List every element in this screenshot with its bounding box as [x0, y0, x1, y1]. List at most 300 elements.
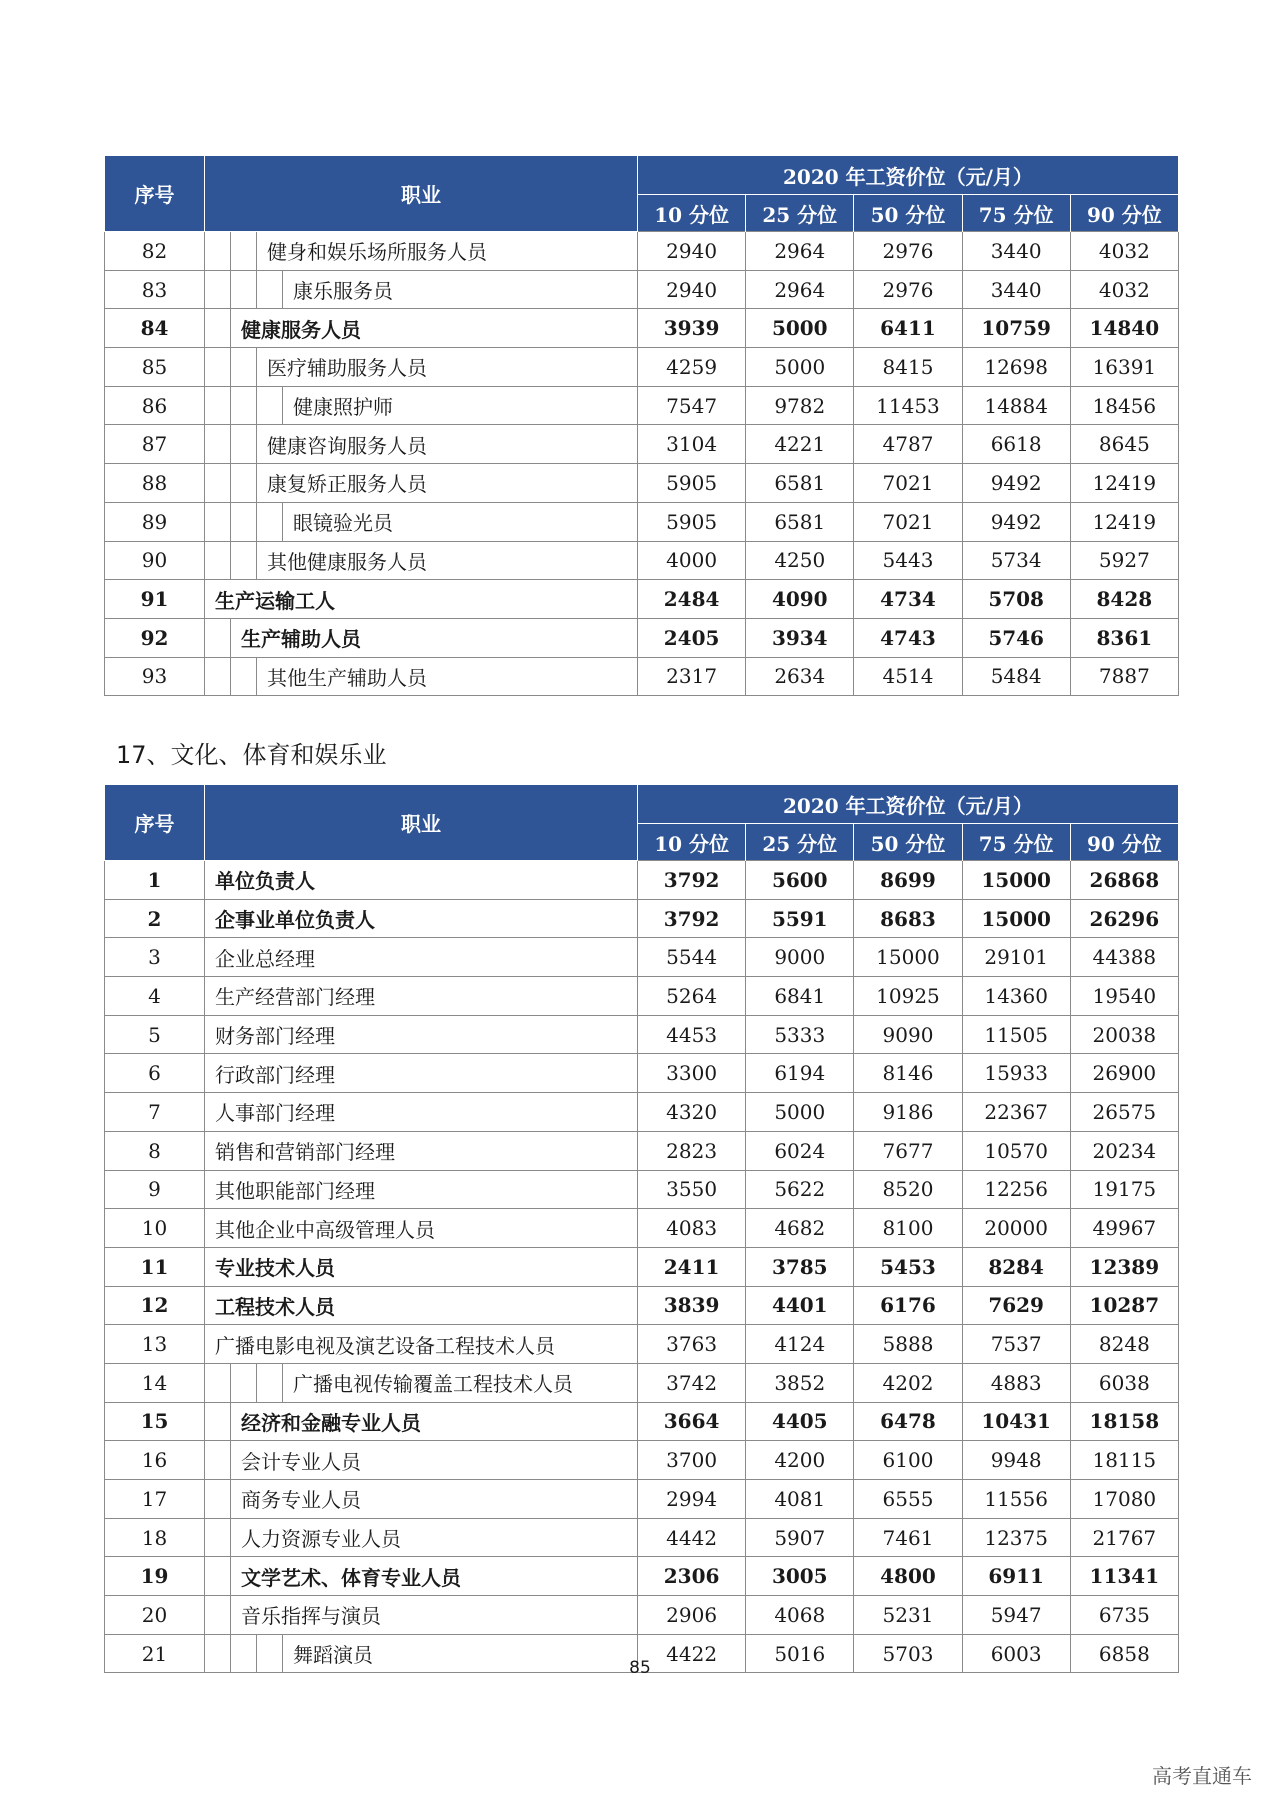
- row-value-p50: 4800: [854, 1557, 962, 1596]
- indent-divider: [231, 387, 257, 425]
- row-value-p90: 20234: [1070, 1131, 1178, 1170]
- row-value-p10: 3763: [638, 1325, 746, 1364]
- row-seq: 20: [105, 1596, 205, 1635]
- row-value-p50: 4734: [854, 580, 962, 619]
- table-row: [105, 348, 1179, 387]
- row-value-p10: 4083: [638, 1209, 746, 1248]
- row-value-p25: 4124: [746, 1325, 854, 1364]
- indent-divider: [231, 503, 257, 541]
- row-value-p90: 20038: [1070, 1015, 1178, 1054]
- header-group: 2020 年工资价位（元/月）: [638, 156, 1179, 195]
- row-value-p90: 19175: [1070, 1170, 1178, 1209]
- row-value-p90: 18456: [1070, 386, 1178, 425]
- row-value-p50: 7461: [854, 1518, 962, 1557]
- table-row: [105, 1247, 1179, 1286]
- row-occupation: 生产运输工人: [215, 588, 335, 613]
- row-value-p25: 3934: [746, 618, 854, 657]
- row-value-p10: 4442: [638, 1518, 746, 1557]
- row-seq: 90: [105, 541, 205, 580]
- row-value-p75: 9948: [962, 1441, 1070, 1480]
- row-value-p50: 6555: [854, 1480, 962, 1519]
- row-occupation: 单位负责人: [215, 869, 315, 894]
- row-value-p25: 9782: [746, 386, 854, 425]
- row-value-p50: 8415: [854, 348, 962, 387]
- row-occupation: 健康服务人员: [241, 317, 361, 342]
- row-value-p10: 2411: [638, 1247, 746, 1286]
- row-value-p90: 8645: [1070, 425, 1178, 464]
- row-occupation-cell: [205, 580, 638, 619]
- row-value-p10: 4000: [638, 541, 746, 580]
- row-value-p10: 2940: [638, 270, 746, 309]
- row-seq: 19: [105, 1557, 205, 1596]
- table-row: [105, 1518, 1179, 1557]
- row-occupation: 经济和金融专业人员: [241, 1410, 421, 1435]
- row-value-p10: 4422: [638, 1634, 746, 1673]
- table-row: [105, 657, 1179, 696]
- row-value-p25: 6841: [746, 977, 854, 1016]
- table-row: [105, 541, 1179, 580]
- row-value-p75: 10759: [962, 309, 1070, 348]
- row-value-p25: 5000: [746, 1093, 854, 1132]
- row-seq: 14: [105, 1363, 205, 1402]
- row-value-p90: 4032: [1070, 270, 1178, 309]
- indent-divider: [257, 387, 283, 425]
- row-occupation-cell: [205, 232, 638, 271]
- table-row: [105, 502, 1179, 541]
- row-occupation-cell: [205, 1402, 638, 1441]
- row-occupation-cell: [205, 1170, 638, 1209]
- row-value-p10: 2823: [638, 1131, 746, 1170]
- row-value-p50: 9090: [854, 1015, 962, 1054]
- row-occupation: 企业总经理: [215, 946, 315, 971]
- row-seq: 13: [105, 1325, 205, 1364]
- row-value-p50: 6411: [854, 309, 962, 348]
- row-seq: 1: [105, 861, 205, 900]
- row-value-p50: 5453: [854, 1247, 962, 1286]
- row-value-p50: 4514: [854, 657, 962, 696]
- row-value-p75: 5734: [962, 541, 1070, 580]
- row-value-p10: 5264: [638, 977, 746, 1016]
- header-p50: 50 分位: [854, 195, 962, 232]
- row-seq: 9: [105, 1170, 205, 1209]
- row-value-p25: 4250: [746, 541, 854, 580]
- table-row: [105, 1286, 1179, 1325]
- row-value-p75: 7629: [962, 1286, 1070, 1325]
- row-value-p10: 3792: [638, 899, 746, 938]
- row-occupation: 人事部门经理: [215, 1101, 335, 1126]
- indent-divider: [205, 503, 231, 541]
- row-occupation: 工程技术人员: [215, 1294, 335, 1319]
- row-value-p10: 3550: [638, 1170, 746, 1209]
- indent-divider: [205, 271, 231, 309]
- row-occupation: 健康咨询服务人员: [267, 433, 427, 458]
- row-occupation: 销售和营销部门经理: [215, 1140, 395, 1165]
- row-value-p50: 5443: [854, 541, 962, 580]
- row-occupation: 广播电视传输覆盖工程技术人员: [293, 1372, 573, 1397]
- table-row: [105, 1402, 1179, 1441]
- row-occupation-cell: [205, 1209, 638, 1248]
- table-row: [105, 938, 1179, 977]
- table-row: [105, 618, 1179, 657]
- indent-divider: [231, 425, 257, 463]
- row-seq: 2: [105, 899, 205, 938]
- table-body: [105, 232, 1179, 696]
- table-row: [105, 425, 1179, 464]
- header-occupation: 职业: [205, 156, 638, 232]
- row-value-p25: 4081: [746, 1480, 854, 1519]
- row-value-p25: 5000: [746, 309, 854, 348]
- row-value-p25: 4682: [746, 1209, 854, 1248]
- row-value-p25: 4405: [746, 1402, 854, 1441]
- row-value-p90: 11341: [1070, 1557, 1178, 1596]
- row-occupation: 广播电影电视及演艺设备工程技术人员: [215, 1333, 555, 1358]
- row-value-p90: 26900: [1070, 1054, 1178, 1093]
- indent-divider: [257, 271, 283, 309]
- row-occupation-cell: [205, 1015, 638, 1054]
- row-occupation-cell: [205, 1596, 638, 1635]
- row-value-p10: 5905: [638, 464, 746, 503]
- indent-divider: [205, 1557, 231, 1595]
- row-occupation-cell: [205, 348, 638, 387]
- row-value-p50: 6176: [854, 1286, 962, 1325]
- indent-divider: [205, 309, 231, 347]
- row-seq: 3: [105, 938, 205, 977]
- indent-divider: [231, 348, 257, 386]
- row-value-p25: 3005: [746, 1557, 854, 1596]
- row-value-p25: 2964: [746, 232, 854, 271]
- row-occupation: 康乐服务员: [293, 279, 393, 304]
- indent-divider: [205, 425, 231, 463]
- row-value-p75: 14360: [962, 977, 1070, 1016]
- header-p90: 90 分位: [1070, 195, 1178, 232]
- row-seq: 7: [105, 1093, 205, 1132]
- row-value-p50: 4202: [854, 1363, 962, 1402]
- table-row: [105, 1131, 1179, 1170]
- header-p90: 90 分位: [1070, 824, 1178, 861]
- row-value-p75: 10431: [962, 1402, 1070, 1441]
- row-value-p75: 4883: [962, 1363, 1070, 1402]
- row-seq: 5: [105, 1015, 205, 1054]
- row-value-p10: 2906: [638, 1596, 746, 1635]
- row-value-p90: 10287: [1070, 1286, 1178, 1325]
- wage-table-1: [104, 155, 1179, 696]
- row-value-p90: 12419: [1070, 464, 1178, 503]
- row-occupation-cell: [205, 1480, 638, 1519]
- row-value-p10: 2306: [638, 1557, 746, 1596]
- header-p25: 25 分位: [746, 824, 854, 861]
- row-occupation: 其他生产辅助人员: [267, 665, 427, 690]
- row-value-p10: 3792: [638, 861, 746, 900]
- row-seq: 12: [105, 1286, 205, 1325]
- row-value-p25: 3852: [746, 1363, 854, 1402]
- row-seq: 21: [105, 1634, 205, 1673]
- row-value-p10: 3839: [638, 1286, 746, 1325]
- row-value-p25: 4090: [746, 580, 854, 619]
- row-value-p25: 9000: [746, 938, 854, 977]
- table-row: [105, 1170, 1179, 1209]
- row-value-p10: 7547: [638, 386, 746, 425]
- row-value-p50: 8100: [854, 1209, 962, 1248]
- row-value-p25: 5600: [746, 861, 854, 900]
- row-value-p75: 15000: [962, 861, 1070, 900]
- row-value-p50: 11453: [854, 386, 962, 425]
- header-p75: 75 分位: [962, 195, 1070, 232]
- row-value-p25: 6194: [746, 1054, 854, 1093]
- row-value-p90: 6038: [1070, 1363, 1178, 1402]
- row-value-p75: 15933: [962, 1054, 1070, 1093]
- row-occupation: 舞蹈演员: [293, 1643, 373, 1668]
- row-value-p10: 3664: [638, 1402, 746, 1441]
- row-value-p50: 8683: [854, 899, 962, 938]
- row-value-p90: 21767: [1070, 1518, 1178, 1557]
- row-occupation-cell: [205, 1363, 638, 1402]
- row-value-p50: 8146: [854, 1054, 962, 1093]
- header-group: 2020 年工资价位（元/月）: [638, 785, 1179, 824]
- header-p25: 25 分位: [746, 195, 854, 232]
- row-value-p75: 5746: [962, 618, 1070, 657]
- header-seq: 序号: [105, 785, 205, 861]
- row-occupation: 康复矫正服务人员: [267, 472, 427, 497]
- indent-divider: [231, 271, 257, 309]
- row-value-p50: 2976: [854, 270, 962, 309]
- row-value-p90: 17080: [1070, 1480, 1178, 1519]
- row-occupation-cell: [205, 977, 638, 1016]
- indent-divider: [205, 1403, 231, 1441]
- row-occupation: 企事业单位负责人: [215, 908, 375, 933]
- row-occupation-cell: [205, 861, 638, 900]
- row-value-p50: 5231: [854, 1596, 962, 1635]
- row-seq: 84: [105, 309, 205, 348]
- row-value-p90: 12419: [1070, 502, 1178, 541]
- row-value-p50: 8520: [854, 1170, 962, 1209]
- row-seq: 16: [105, 1441, 205, 1480]
- table-row: [105, 1054, 1179, 1093]
- row-value-p50: 8699: [854, 861, 962, 900]
- row-occupation-cell: [205, 309, 638, 348]
- table-body: [105, 861, 1179, 1673]
- row-value-p25: 4068: [746, 1596, 854, 1635]
- row-seq: 93: [105, 657, 205, 696]
- row-value-p25: 4221: [746, 425, 854, 464]
- table-row: [105, 464, 1179, 503]
- row-value-p90: 49967: [1070, 1209, 1178, 1248]
- row-value-p90: 12389: [1070, 1247, 1178, 1286]
- row-value-p25: 2964: [746, 270, 854, 309]
- table-row: [105, 1441, 1179, 1480]
- row-occupation-cell: [205, 1441, 638, 1480]
- row-occupation: 其他职能部门经理: [215, 1178, 375, 1203]
- row-seq: 83: [105, 270, 205, 309]
- row-occupation: 文学艺术、体育专业人员: [241, 1565, 461, 1590]
- row-value-p75: 3440: [962, 270, 1070, 309]
- row-occupation-cell: [205, 938, 638, 977]
- table-row: [105, 232, 1179, 271]
- page-number: 85: [629, 1658, 651, 1678]
- row-value-p10: 3742: [638, 1363, 746, 1402]
- row-occupation-cell: [205, 1325, 638, 1364]
- row-value-p90: 7887: [1070, 657, 1178, 696]
- row-seq: 4: [105, 977, 205, 1016]
- table-row: [105, 580, 1179, 619]
- row-value-p25: 6581: [746, 502, 854, 541]
- row-occupation: 人力资源专业人员: [241, 1527, 401, 1552]
- row-occupation-cell: [205, 1286, 638, 1325]
- row-value-p50: 2976: [854, 232, 962, 271]
- header-p10: 10 分位: [638, 195, 746, 232]
- row-seq: 8: [105, 1131, 205, 1170]
- row-value-p10: 3104: [638, 425, 746, 464]
- indent-divider: [205, 1480, 231, 1518]
- row-occupation-cell: [205, 502, 638, 541]
- indent-divider: [231, 232, 257, 270]
- row-occupation: 其他企业中高级管理人员: [215, 1217, 435, 1242]
- row-value-p10: 4259: [638, 348, 746, 387]
- row-value-p75: 6618: [962, 425, 1070, 464]
- row-value-p90: 26868: [1070, 861, 1178, 900]
- row-value-p90: 8248: [1070, 1325, 1178, 1364]
- header-occupation: 职业: [205, 785, 638, 861]
- indent-divider: [231, 542, 257, 580]
- row-seq: 85: [105, 348, 205, 387]
- row-seq: 17: [105, 1480, 205, 1519]
- indent-divider: [231, 464, 257, 502]
- row-value-p50: 4787: [854, 425, 962, 464]
- row-value-p10: 5544: [638, 938, 746, 977]
- header-p75: 75 分位: [962, 824, 1070, 861]
- row-occupation: 眼镜验光员: [293, 511, 393, 536]
- row-value-p75: 10570: [962, 1131, 1070, 1170]
- row-value-p10: 4320: [638, 1093, 746, 1132]
- row-value-p90: 19540: [1070, 977, 1178, 1016]
- row-value-p75: 6003: [962, 1634, 1070, 1673]
- row-value-p10: 5905: [638, 502, 746, 541]
- row-occupation-cell: [205, 1131, 638, 1170]
- row-value-p75: 15000: [962, 899, 1070, 938]
- row-seq: 86: [105, 386, 205, 425]
- row-seq: 89: [105, 502, 205, 541]
- row-value-p75: 20000: [962, 1209, 1070, 1248]
- row-value-p25: 4200: [746, 1441, 854, 1480]
- row-value-p90: 6858: [1070, 1634, 1178, 1673]
- row-value-p75: 22367: [962, 1093, 1070, 1132]
- indent-divider: [205, 464, 231, 502]
- row-value-p75: 12375: [962, 1518, 1070, 1557]
- indent-divider: [205, 348, 231, 386]
- indent-divider: [205, 1441, 231, 1479]
- row-value-p90: 18158: [1070, 1402, 1178, 1441]
- indent-divider: [205, 542, 231, 580]
- row-value-p90: 26296: [1070, 899, 1178, 938]
- row-value-p25: 5907: [746, 1518, 854, 1557]
- row-occupation-cell: [205, 1093, 638, 1132]
- indent-divider: [205, 232, 231, 270]
- row-seq: 15: [105, 1402, 205, 1441]
- table-row: [105, 1015, 1179, 1054]
- row-seq: 88: [105, 464, 205, 503]
- indent-divider: [231, 658, 257, 696]
- row-occupation: 专业技术人员: [215, 1256, 335, 1281]
- indent-divider: [257, 503, 283, 541]
- row-value-p90: 8361: [1070, 618, 1178, 657]
- row-value-p75: 7537: [962, 1325, 1070, 1364]
- row-value-p90: 44388: [1070, 938, 1178, 977]
- row-occupation-cell: [205, 464, 638, 503]
- row-occupation-cell: [205, 1557, 638, 1596]
- row-occupation: 行政部门经理: [215, 1062, 335, 1087]
- row-value-p25: 5016: [746, 1634, 854, 1673]
- section-heading: 17、文化、体育和娱乐业: [116, 741, 387, 769]
- row-value-p50: 5703: [854, 1634, 962, 1673]
- header-p10: 10 分位: [638, 824, 746, 861]
- wage-table-2: [104, 784, 1179, 1673]
- row-occupation: 生产经营部门经理: [215, 985, 375, 1010]
- row-value-p90: 26575: [1070, 1093, 1178, 1132]
- table-row: [105, 861, 1179, 900]
- row-value-p90: 5927: [1070, 541, 1178, 580]
- table-row: [105, 386, 1179, 425]
- row-seq: 82: [105, 232, 205, 271]
- row-occupation-cell: [205, 1247, 638, 1286]
- row-value-p90: 8428: [1070, 580, 1178, 619]
- row-value-p50: 5888: [854, 1325, 962, 1364]
- row-value-p90: 4032: [1070, 232, 1178, 271]
- row-value-p90: 18115: [1070, 1441, 1178, 1480]
- row-value-p75: 29101: [962, 938, 1070, 977]
- row-value-p50: 4743: [854, 618, 962, 657]
- row-value-p25: 2634: [746, 657, 854, 696]
- indent-divider: [205, 1519, 231, 1557]
- row-value-p75: 5947: [962, 1596, 1070, 1635]
- row-value-p50: 9186: [854, 1093, 962, 1132]
- row-occupation-cell: [205, 1054, 638, 1093]
- table-row: [105, 977, 1179, 1016]
- row-seq: 18: [105, 1518, 205, 1557]
- row-value-p25: 5333: [746, 1015, 854, 1054]
- row-occupation-cell: [205, 541, 638, 580]
- row-occupation-cell: [205, 657, 638, 696]
- row-value-p75: 12698: [962, 348, 1070, 387]
- row-value-p25: 6581: [746, 464, 854, 503]
- row-value-p75: 9492: [962, 464, 1070, 503]
- row-value-p25: 6024: [746, 1131, 854, 1170]
- row-value-p75: 14884: [962, 386, 1070, 425]
- row-occupation: 音乐指挥与演员: [241, 1604, 381, 1629]
- row-value-p10: 2405: [638, 618, 746, 657]
- table-row: [105, 1093, 1179, 1132]
- row-occupation: 商务专业人员: [241, 1488, 361, 1513]
- row-occupation-cell: [205, 425, 638, 464]
- table-row: [105, 1596, 1179, 1635]
- indent-divider: [205, 619, 231, 657]
- row-occupation: 健身和娱乐场所服务人员: [267, 240, 487, 265]
- indent-divider: [205, 1596, 231, 1634]
- row-occupation: 其他健康服务人员: [267, 549, 427, 574]
- row-value-p75: 9492: [962, 502, 1070, 541]
- row-value-p25: 5591: [746, 899, 854, 938]
- row-occupation: 会计专业人员: [241, 1449, 361, 1474]
- table-row: [105, 309, 1179, 348]
- row-value-p25: 5622: [746, 1170, 854, 1209]
- row-occupation: 生产辅助人员: [241, 627, 361, 652]
- row-occupation: 健康照护师: [293, 395, 393, 420]
- row-value-p75: 5484: [962, 657, 1070, 696]
- row-seq: 10: [105, 1209, 205, 1248]
- row-occupation-cell: [205, 618, 638, 657]
- row-value-p50: 6100: [854, 1441, 962, 1480]
- watermark: 高考直通车: [1152, 1764, 1252, 1788]
- indent-divider: [205, 658, 231, 696]
- row-value-p10: 3300: [638, 1054, 746, 1093]
